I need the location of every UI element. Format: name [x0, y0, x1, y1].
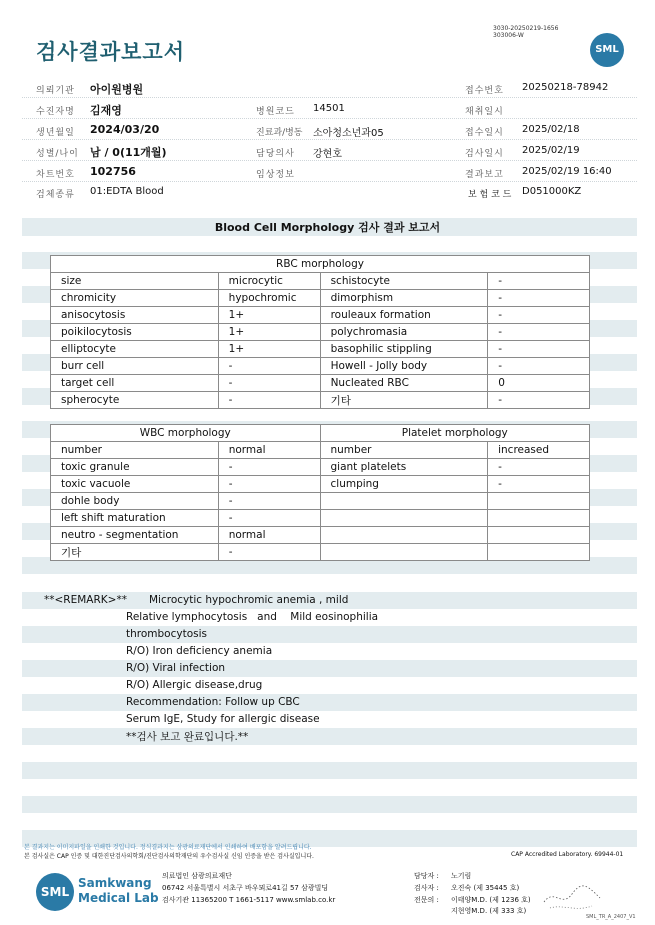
remark-line: Microcytic hypochromic anemia , mild [149, 594, 349, 606]
rbc-result: 1+ [218, 324, 320, 341]
value-requesting-org: 아이원병원 [90, 83, 144, 96]
wbc-item: toxic granule [51, 459, 219, 476]
sml-logo: SML [590, 33, 624, 67]
platelet-item: giant platelets [320, 459, 488, 476]
rbc-result: - [218, 392, 320, 409]
platelet-item [320, 510, 488, 527]
wbc-result: - [218, 476, 320, 493]
footer-notice-cap: 본 검사실은 CAP 인증 및 대한진단검사의학회/진단검사의학재단의 우수검사실 신임 인증을 받은 검사실입니다. [24, 853, 314, 860]
label-specimen-type: 검체종류 [36, 190, 75, 200]
info-row [22, 78, 637, 98]
staff-label-specialist: 전문의 : [414, 896, 439, 904]
stripe [22, 796, 637, 813]
staff-label-tester: 검사자 : [414, 884, 439, 892]
value-birth-date: 2024/03/20 [90, 123, 160, 136]
table-row [51, 341, 590, 358]
rbc-item: Howell - Jolly body [320, 358, 488, 375]
value-patient-name: 김재영 [90, 104, 122, 117]
rbc-item: 기타 [320, 392, 488, 409]
value-sex-age: 남 / 0(11개월) [90, 146, 167, 159]
wbc-result: normal [218, 442, 320, 459]
staff-manager: 노기림 [451, 872, 472, 880]
platelet-result: - [488, 459, 590, 476]
stripe [22, 626, 637, 643]
table-row [51, 442, 590, 459]
platelet-result: increased [488, 442, 590, 459]
rbc-item: polychromasia [320, 324, 488, 341]
wbc-item: number [51, 442, 219, 459]
rbc-item: poikilocytosis [51, 324, 219, 341]
table-row [51, 358, 590, 375]
rbc-result: - [488, 341, 590, 358]
remark-line: R/O) Allergic disease,drug [126, 679, 263, 691]
rbc-result: - [488, 290, 590, 307]
page-title: 검사결과보고서 [36, 40, 186, 64]
table-row [51, 392, 590, 409]
rbc-item: target cell [51, 375, 219, 392]
label-receipt-number: 접수번호 [465, 86, 504, 96]
report-section-title: Blood Cell Morphology 검사 결과 보고서 [214, 221, 441, 234]
value-insurance-code: D051000KZ [522, 186, 582, 197]
wbc-result: - [218, 510, 320, 527]
value-chart-number: 102756 [90, 165, 136, 178]
rbc-result: - [488, 273, 590, 290]
value-receipt-number: 20250218-78942 [522, 82, 609, 93]
info-row [22, 162, 637, 182]
value-specimen-type: 01:EDTA Blood [90, 186, 164, 197]
platelet-result [488, 493, 590, 510]
value-hospital-code: 14501 [313, 103, 345, 114]
staff-specialist-1: 이태양M.D. (제 1236 호) [451, 896, 531, 904]
stripe [22, 728, 637, 745]
platelet-result [488, 510, 590, 527]
wbc-item: dohle body [51, 493, 219, 510]
remark-line: Serum IgE, Study for allergic disease [126, 713, 320, 725]
label-requesting-org: 의뢰기관 [36, 86, 75, 96]
label-department: 진료과/병동 [256, 128, 303, 138]
remark-line: R/O) Viral infection [126, 662, 226, 674]
label-doctor: 담당의사 [256, 149, 295, 159]
remark-line: Recommendation: Follow up CBC [126, 696, 300, 708]
label-clinical-info: 임상정보 [256, 170, 295, 180]
rbc-item: basophilic stippling [320, 341, 488, 358]
platelet-result [488, 527, 590, 544]
cap-accreditation: CAP Accredited Laboratory. 69944-01 [511, 851, 624, 858]
wbc-item: toxic vacuole [51, 476, 219, 493]
label-test-date: 검사일시 [465, 149, 504, 159]
platelet-item: number [320, 442, 488, 459]
label-insurance-code: 보 험 코 드 [468, 190, 512, 200]
brand-name: Samkwang [78, 876, 152, 890]
value-receipt-date: 2025/02/18 [522, 124, 580, 135]
staff-specialist-2: 지현영M.D. (제 333 호) [451, 907, 527, 915]
table-row [51, 459, 590, 476]
value-test-date: 2025/02/19 [522, 145, 580, 156]
label-birth-date: 생년월일 [36, 128, 75, 138]
platelet-item [320, 493, 488, 510]
rbc-result: - [488, 307, 590, 324]
org-name: 의료법인 삼광의료재단 [162, 872, 232, 880]
staff-label-manager: 담당자 : [414, 872, 439, 880]
wbc-item: left shift maturation [51, 510, 219, 527]
rbc-result: - [488, 392, 590, 409]
table-row [51, 510, 590, 527]
signature-icon [540, 878, 608, 914]
sml-footer-logo: SML [36, 873, 74, 911]
rbc-result: 0 [488, 375, 590, 392]
value-result-report: 2025/02/19 16:40 [522, 166, 612, 177]
platelet-result [488, 544, 590, 561]
rbc-result: hypochromic [218, 290, 320, 307]
value-doctor: 강현호 [313, 149, 342, 160]
wbc-table-header: WBC morphology [51, 425, 321, 442]
wbc-result: - [218, 493, 320, 510]
label-hospital-code: 병원코드 [256, 107, 295, 117]
rbc-item: spherocyte [51, 392, 219, 409]
platelet-item [320, 527, 488, 544]
table-row [51, 493, 590, 510]
value-department: 소아청소년과05 [313, 128, 384, 139]
table-row [51, 324, 590, 341]
rbc-item: anisocytosis [51, 307, 219, 324]
rbc-item: elliptocyte [51, 341, 219, 358]
label-receipt-date: 접수일시 [465, 128, 504, 138]
label-sex-age: 성별/나이 [36, 149, 79, 159]
rbc-result: 1+ [218, 307, 320, 324]
wbc-result: - [218, 544, 320, 561]
wbc-result: normal [218, 527, 320, 544]
rbc-item: dimorphism [320, 290, 488, 307]
platelet-item [320, 544, 488, 561]
label-result-report: 결과보고 [465, 170, 504, 180]
rbc-item: schistocyte [320, 273, 488, 290]
stripe [22, 694, 637, 711]
label-patient-name: 수진자명 [36, 107, 75, 117]
platelet-table-header: Platelet morphology [320, 425, 590, 442]
rbc-item: chromicity [51, 290, 219, 307]
org-contact: 검사기관 11365200 T 1661-5117 www.smlab.co.kr [162, 896, 336, 904]
rbc-table-header: RBC morphology [51, 256, 590, 273]
form-code: SML_TR_A_2407_V1 [586, 914, 636, 920]
rbc-item: rouleaux formation [320, 307, 488, 324]
rbc-morphology-table [50, 255, 590, 409]
wbc-result: - [218, 459, 320, 476]
stripe [22, 660, 637, 677]
table-row [51, 527, 590, 544]
rbc-item: burr cell [51, 358, 219, 375]
rbc-result: 1+ [218, 341, 320, 358]
rbc-result: - [488, 324, 590, 341]
wbc-item: neutro - segmentation [51, 527, 219, 544]
footer-notice-image: 본 결과지는 이미지파일을 인쇄한 것입니다. 정식결과지는 삼광의료재단에서 인쇄하여 배포함을 알려드립니다. [24, 844, 312, 851]
brand-subtitle: Medical Lab [78, 891, 159, 905]
staff-tester: 오진숙 (제 35445 호) [451, 884, 520, 892]
remark-label: **<REMARK>** [44, 594, 127, 606]
wbc-platelet-morphology-table [50, 424, 590, 561]
label-collection-date: 채취일시 [465, 107, 504, 117]
info-row [22, 120, 637, 140]
rbc-result: - [218, 358, 320, 375]
table-row [51, 544, 590, 561]
platelet-result: - [488, 476, 590, 493]
report-code-2: 303006-W [493, 32, 524, 39]
table-row [51, 476, 590, 493]
remark-line: R/O) Iron deficiency anemia [126, 645, 273, 657]
stripe [22, 762, 637, 779]
remark-line: **검사 보고 완료입니다.** [126, 731, 249, 743]
rbc-result: - [488, 358, 590, 375]
platelet-item: clumping [320, 476, 488, 493]
info-row [22, 141, 637, 161]
table-row [51, 273, 590, 290]
rbc-result: microcytic [218, 273, 320, 290]
label-chart-number: 차트번호 [36, 170, 75, 180]
remark-line: Relative lymphocytosis and Mild eosinophilia [126, 611, 379, 623]
org-address: 06742 서울특별시 서초구 바우뫼로41길 57 삼광빌딩 [162, 884, 329, 892]
table-row [51, 307, 590, 324]
rbc-result: - [218, 375, 320, 392]
rbc-item: Nucleated RBC [320, 375, 488, 392]
wbc-item: 기타 [51, 544, 219, 561]
rbc-item: size [51, 273, 219, 290]
report-code-1: 3030-20250219-1656 [493, 25, 559, 32]
info-row [22, 182, 637, 202]
table-row [51, 290, 590, 307]
info-row [22, 99, 637, 119]
remark-line: thrombocytosis [126, 628, 207, 640]
table-row [51, 375, 590, 392]
